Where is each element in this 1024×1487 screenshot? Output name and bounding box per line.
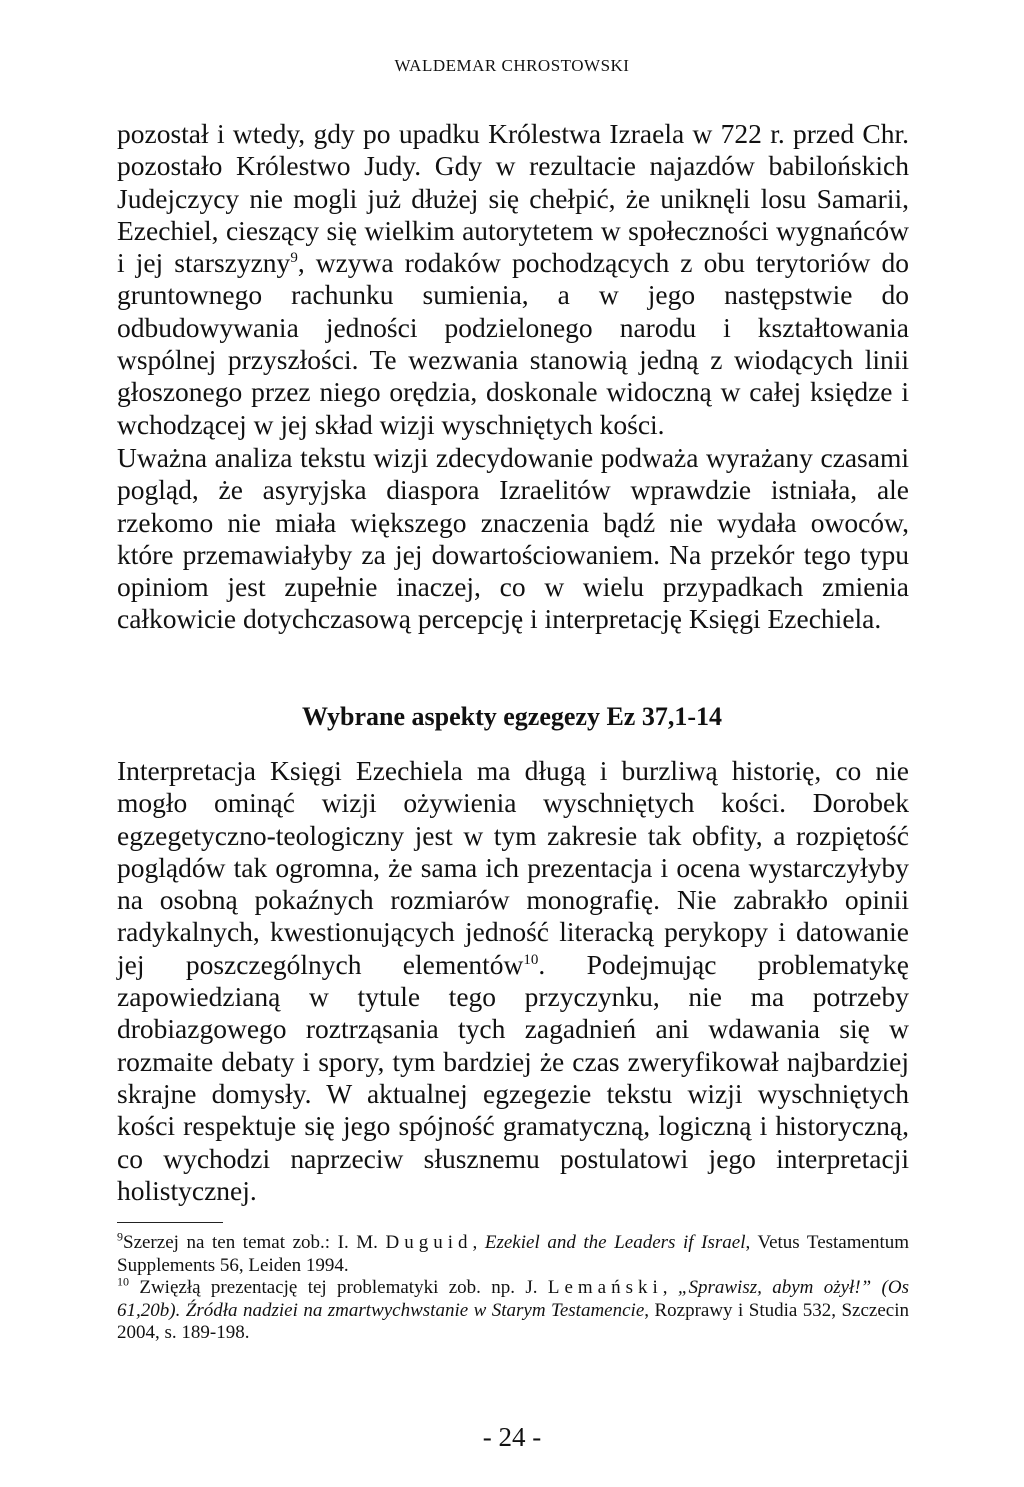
footnote-10-pre: Zwięzłą prezentację tej problematyki zob. np. J. (129, 1277, 548, 1299)
footnote-10-post: , Rozprawy i Studia 532, Szczecin 2004, s. 189-198. (117, 1299, 909, 1344)
paragraph-3-text-b: . Podejmując problematykę zapowiedzianą w tytule tego przyczynku, nie ma potrzeby drobiazgowego roztrząsania tych zagadnień ani wdawania się w rozmaite debaty i spory, tym bardziej że czas zweryfikował najbardziej skrajne domysły. W aktualnej egzegezie tekstu wizji wyschniętych kości respektuje się jego spójność gramatyczną, logiczną i historyczną, co wychodzi naprzeciw słusznemu postulatowi jego interpretacji holistycznej. (117, 948, 909, 1206)
footnote-ref-10[interactable]: 10 (523, 951, 539, 968)
paragraph-1-text-b: , wzywa rodaków pochodzących z obu terytoriów do gruntownego rachunku sumienia, a w jego następstwie do odbudowywania jedności podzielonego narodu i kształtowania wspólnej przyszłości. Te wezwania stanowią jedną z wiodących linii głoszonego przez niego orędzia, doskonale widoczną w całej księdze i wchodzącej w jej skład wizji wyschniętych kości. (117, 247, 909, 440)
footnote-10: $^{10}$ Zwięzłą prezentację tej problematyki zob. np. J. Lemański, „Sprawisz, abym ożył!” (Os 61,20b). Źródła nadziei na zmartwychwstanie w Starym Testamencie, Rozprawy i Studia 532, Szczecin 2004, s. 189-198. (117, 1274, 910, 1344)
footnote-10-number: 10 (117, 1274, 129, 1289)
paragraph-2-text: Uważna analiza tekstu wizji zdecydowanie podważa wyrażany czasami pogląd, że asyryjska diaspora Izraelitów wprawdzie istniała, ale rzekomo nie miała większego znaczenia bądź nie wydała owoców, które przemawiałyby za jej dowartościowaniem. Na przekór tego typu opiniom jest zupełnie inaczej, co w wielu przypadkach zmienia całkowicie dotychczasową percepcję i interpretację Księgi Ezechiela. (117, 442, 909, 635)
footnote-10-title: „Sprawisz, abym ożył!” (Os 61,20b). Źródła nadziei na zmartwychwstanie w Starym Testamencie (117, 1277, 910, 1321)
footnote-10-author: Lemański (547, 1277, 663, 1299)
footnote-divider (117, 1222, 223, 1223)
paragraph-3 (117, 755, 909, 1207)
paragraph-1-text-a: pozostał i wtedy, gdy po upadku Królestwa Izraela w 722 r. przed Chr. pozostało Królestwo Judy. Gdy w rezultacie najazdów babilońskich Judejczycy nie mogli już dłużej się chełpić, że uniknęli losu Samarii, Ezechiel, cieszący się wielkim autorytetem w społeczności wygnańców i jej starszyzny (117, 118, 909, 279)
footnote-9-post: , Vetus Testamentum Supplements 56, Leiden 1994. (117, 1232, 910, 1276)
section-title: Wybrane aspekty egzegezy Ez 37,1-14 (301, 702, 722, 731)
paragraph-3-text-a: Interpretacja Księgi Ezechiela ma długą i burzliwą historię, co nie mogło ominąć wizji ożywienia wyschniętych kości. Dorobek egzegetyczno-teologiczny jest w tym zakresie tak obfity, a rozpiętość poglądów tak ogromna, że sama ich prezentacja i ocena wystarczyłyby na osobną pokaźnych rozmiarów monografię. Nie zabrakło opinii radykalnych, kwestionujących jedność literacką perykopy i datowanie jej poszczególnych elementów (117, 755, 909, 980)
footnote-9: $^9$Szerzej na ten temat zob.: I. M. Duguid, Ezekiel and the Leaders if Israel, Vetus Testamentum Supplements 56, Leiden 1994. (117, 1229, 910, 1276)
footnote-9-title: Ezekiel and the Leaders if Israel (484, 1232, 746, 1253)
footnote-9-pre: Szerzej na ten temat zob.: I. M. (123, 1232, 386, 1253)
footnote-ref-9[interactable]: 9 (290, 250, 298, 267)
page-number: - 24 - (482, 1422, 542, 1452)
paragraph-2 (117, 442, 909, 636)
footnote-9-author: Duguid (385, 1232, 473, 1253)
footnote-9-number: 9 (117, 1229, 123, 1244)
running-head: WALDEMAR CHROSTOWSKI (394, 56, 630, 75)
footnotes (117, 1229, 910, 1345)
paragraph-1 (117, 118, 909, 441)
